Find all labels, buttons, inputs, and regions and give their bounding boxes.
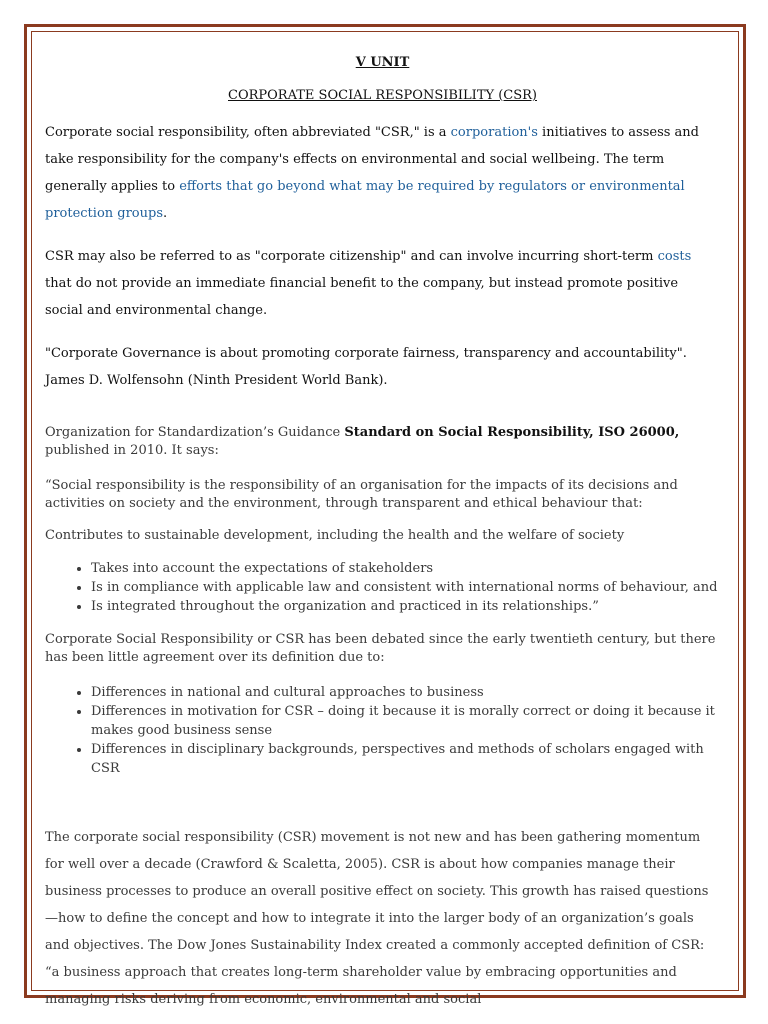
text: that do not provide an immediate financial benefit to the company, but instead promote positive social and environmental change.: [45, 276, 679, 318]
csr-title: CORPORATE SOCIAL RESPONSIBILITY (CSR): [228, 88, 537, 103]
list-item: • Is in compliance with applicable law and consistent with international norms of behaviour, and: [91, 578, 720, 597]
text: CSR may also be referred to as "corporate citizenship" and can involve incurring short-term: [45, 249, 658, 264]
costs-link[interactable]: costs: [657, 249, 692, 264]
document-body: [45, 48, 720, 1013]
list-iso-criteria: [45, 559, 720, 616]
text: Corporate social responsibility, often abbreviated "CSR," is a: [45, 125, 451, 140]
text: .: [163, 206, 168, 221]
corporations-link[interactable]: corporation's: [450, 125, 538, 140]
paragraph-sustainable: Contributes to sustainable development, including the health and the welfare of society: [45, 528, 625, 543]
paragraph-definition: [45, 119, 720, 227]
paragraph-movement: The corporate social responsibility (CSR) movement is not new and has been gathering momentum for well over a decade (Crawford & Scaletta, 2005). CSR is about how companies manage their business processes to produce an overall positive effect on society. This growth has raised questions—how to define the concept and how to integrate it into the larger body of an organization’s goals and objectives. The Dow Jones Sustainability Index created a commonly accepted definition of CSR: “a business approach that creates long-term shareholder value by embracing opportunities and managing risks deriving from economic, environmental and social: [45, 830, 709, 1007]
text: Organization for Standardization’s Guidance: [45, 425, 345, 440]
paragraph-debate: Corporate Social Responsibility or CSR has been debated since the early twentieth century, but there has been little agreement over its definition due to:: [45, 632, 716, 665]
list-item: • Takes into account the expectations of stakeholders: [91, 559, 720, 578]
list-item: • Differences in national and cultural approaches to business: [91, 683, 720, 702]
iso-standard-name: Standard on Social Responsibility, ISO 26000,: [344, 425, 680, 440]
paragraph-iso: [45, 424, 720, 460]
list-item: • Differences in motivation for CSR – doing it because it is morally correct or doing it because it makes good business sense: [91, 702, 720, 740]
paragraph-citizenship: [45, 243, 720, 324]
text: published in 2010. It says:: [45, 443, 219, 458]
list-item: • Is integrated throughout the organization and practiced in its relationships.”: [91, 597, 720, 616]
efforts-link[interactable]: efforts that go beyond what may be required by regulators or environmental protection groups: [45, 179, 685, 221]
paragraph-iso-quote: “Social responsibility is the responsibility of an organisation for the impacts of its decisions and activities on society and the environment, through transparent and ethical behaviour that:: [45, 478, 678, 511]
list-item: • Differences in disciplinary backgrounds, perspectives and methods of scholars engaged with CSR: [91, 740, 720, 778]
list-differences: [45, 683, 720, 778]
unit-title: V UNIT: [355, 55, 410, 70]
paragraph-governance-quote: "Corporate Governance is about promoting corporate fairness, transparency and accountability". James D. Wolfensohn (Ninth President World Bank).: [45, 346, 687, 388]
text: initiatives to assess and take responsibility for the company's effects on environmental and social wellbeing. The term generally applies to: [45, 125, 699, 194]
